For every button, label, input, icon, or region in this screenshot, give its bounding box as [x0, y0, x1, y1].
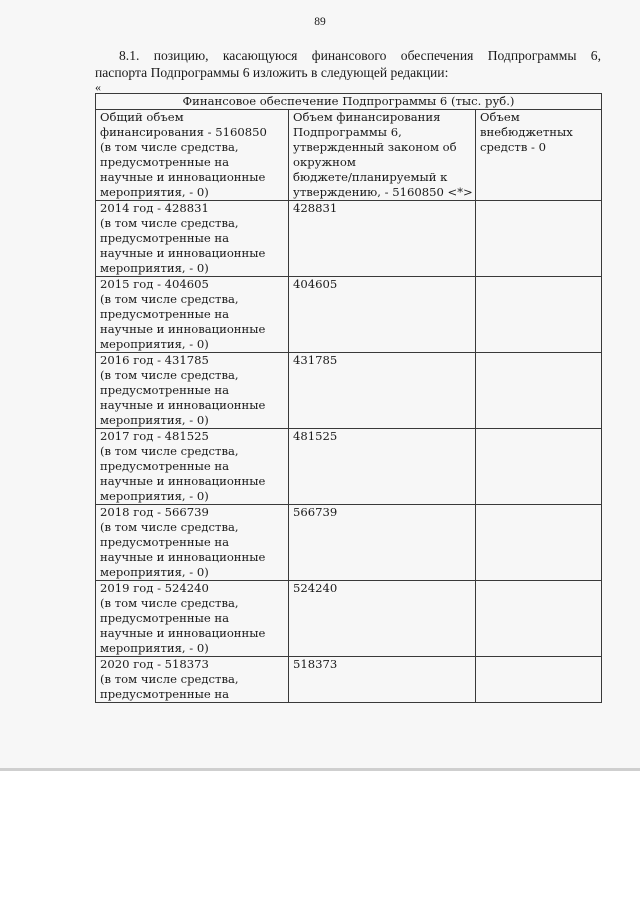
year-note-line: предусмотренные на — [100, 383, 230, 397]
table-row — [96, 657, 602, 703]
year-total-value: 2016 год - 431785 — [100, 353, 209, 367]
extrabudget-value-cell — [476, 581, 602, 657]
table-title: Финансовое обеспечение Подпрограммы 6 (тыс. руб.) — [96, 94, 602, 110]
table-row — [96, 429, 602, 505]
year-note-line: мероприятия, - 0) — [100, 413, 209, 427]
header-extrabudget-line: Объем — [480, 110, 520, 124]
table-row — [96, 353, 602, 429]
header-extrabudget-cell — [476, 110, 602, 201]
year-note-line: научные и инновационные — [100, 398, 266, 412]
budget-value-cell: 566739 — [289, 505, 476, 581]
header-total-line: мероприятия, - 0) — [100, 185, 209, 199]
intro-paragraph — [95, 47, 601, 81]
table-row — [96, 581, 602, 657]
year-total-value: 2019 год - 524240 — [100, 581, 209, 595]
year-note-line: мероприятия, - 0) — [100, 641, 209, 655]
header-total-line: Общий объем — [100, 110, 184, 124]
year-total-cell — [96, 657, 289, 703]
year-total-value: 2017 год - 481525 — [100, 429, 209, 443]
extrabudget-value-cell — [476, 505, 602, 581]
year-total-value: 2014 год - 428831 — [100, 201, 209, 215]
table-row — [96, 201, 602, 277]
financing-table — [95, 93, 602, 703]
intro-line-1: 8.1. позицию, касающуюся финансового обеспечения Подпрограммы 6, — [119, 48, 601, 63]
year-total-value: 2020 год - 518373 — [100, 657, 209, 671]
header-extrabudget-line: средств - 0 — [480, 140, 547, 154]
year-note-line: (в том числе средства, — [100, 292, 239, 306]
header-budget-cell — [289, 110, 476, 201]
year-note-line: предусмотренные на — [100, 231, 230, 245]
year-note-line: мероприятия, - 0) — [100, 261, 209, 275]
year-note-line: (в том числе средства, — [100, 444, 239, 458]
header-total-line: финансирования - 5160850 — [100, 125, 267, 139]
year-note-line: предусмотренные на — [100, 535, 230, 549]
header-total-line: научные и инновационные — [100, 170, 266, 184]
year-note-line: научные и инновационные — [100, 322, 266, 336]
year-total-cell — [96, 277, 289, 353]
year-note-line: предусмотренные на — [100, 687, 230, 701]
header-budget-line: утвержденный законом об — [293, 140, 457, 154]
budget-value-cell: 481525 — [289, 429, 476, 505]
header-budget-line: бюджете/планируемый к — [293, 170, 448, 184]
header-budget-line: Подпрограммы 6, — [293, 125, 402, 139]
header-total-line: (в том числе средства, — [100, 140, 239, 154]
year-note-line: (в том числе средства, — [100, 672, 239, 686]
year-note-line: научные и инновационные — [100, 626, 266, 640]
year-total-cell — [96, 201, 289, 277]
header-total-cell — [96, 110, 289, 201]
header-budget-line: Объем финансирования — [293, 110, 441, 124]
year-note-line: предусмотренные на — [100, 459, 230, 473]
year-note-line: научные и инновационные — [100, 474, 266, 488]
extrabudget-value-cell — [476, 353, 602, 429]
table-header-row — [96, 110, 602, 201]
budget-value-cell: 428831 — [289, 201, 476, 277]
intro-line-2: паспорта Подпрограммы 6 изложить в следующей редакции: — [95, 65, 449, 80]
table-row — [96, 505, 602, 581]
page-number: 89 — [314, 16, 326, 28]
year-note-line: мероприятия, - 0) — [100, 337, 209, 351]
extrabudget-value-cell — [476, 201, 602, 277]
year-note-line: предусмотренные на — [100, 611, 230, 625]
year-total-cell — [96, 505, 289, 581]
year-note-line: (в том числе средства, — [100, 596, 239, 610]
budget-value-cell: 404605 — [289, 277, 476, 353]
year-total-cell — [96, 353, 289, 429]
year-total-value: 2015 год - 404605 — [100, 277, 209, 291]
extrabudget-value-cell — [476, 657, 602, 703]
year-note-line: предусмотренные на — [100, 307, 230, 321]
header-budget-line: окружном — [293, 155, 356, 169]
page-bottom-edge — [0, 768, 640, 771]
extrabudget-value-cell — [476, 429, 602, 505]
header-extrabudget-line: внебюджетных — [480, 125, 573, 139]
opening-quote: « — [95, 80, 101, 94]
header-total-line: предусмотренные на — [100, 155, 230, 169]
year-note-line: (в том числе средства, — [100, 216, 239, 230]
year-total-value: 2018 год - 566739 — [100, 505, 209, 519]
budget-value-cell: 431785 — [289, 353, 476, 429]
budget-value-cell: 518373 — [289, 657, 476, 703]
year-note-line: научные и инновационные — [100, 550, 266, 564]
year-note-line: научные и инновационные — [100, 246, 266, 260]
budget-value-cell: 524240 — [289, 581, 476, 657]
table-row — [96, 277, 602, 353]
year-note-line: (в том числе средства, — [100, 368, 239, 382]
year-note-line: (в том числе средства, — [100, 520, 239, 534]
extrabudget-value-cell — [476, 277, 602, 353]
header-budget-line: утверждению, - 5160850 <*> — [293, 185, 473, 199]
year-note-line: мероприятия, - 0) — [100, 565, 209, 579]
year-total-cell — [96, 581, 289, 657]
year-total-cell — [96, 429, 289, 505]
year-note-line: мероприятия, - 0) — [100, 489, 209, 503]
